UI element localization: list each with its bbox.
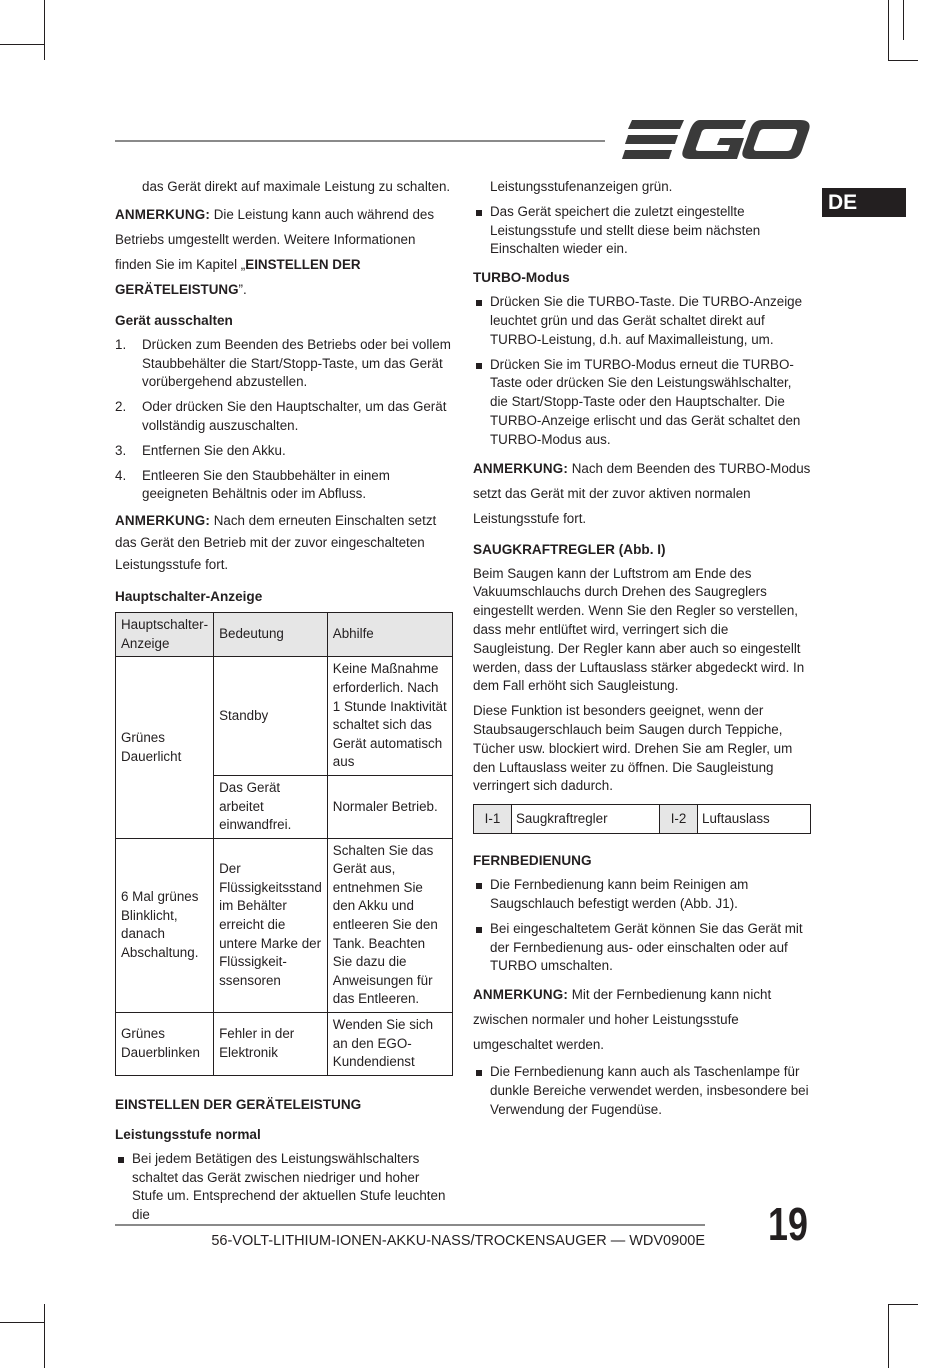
- footer-text: 56-VOLT-LITHIUM-IONEN-AKKU-NASS/TROCKENSAUGER — WDV0900E: [211, 1233, 705, 1249]
- figure-reference-table: [473, 804, 811, 834]
- left-column: [115, 178, 453, 1231]
- ego-logo: [622, 118, 810, 162]
- note-resume: ANMERKUNG: Nach dem erneuten Einschalten setzt das Gerät den Betrieb mit der zuvor eingeschalteten Leistungsstufe fort.: [115, 513, 437, 573]
- crop-mark: [903, 0, 904, 40]
- list-item: Bei eingeschaltetem Gerät können Sie das Gerät mit der Fernbedienung aus- oder einschalten oder auf TURBO umschalten.: [473, 920, 811, 976]
- note-label: ANMERKUNG:: [115, 206, 210, 222]
- crop-mark: [888, 1304, 889, 1368]
- section-title-turbo: TURBO-Modus: [473, 270, 570, 286]
- table-row: 6 Mal grünes Blinklicht, danach Abschaltung. Der Flüssigkeitsstand im Behälter erreicht die untere Marke der Flüssigkeit-ssensoren Schalten Sie das Gerät aus, entnehmen Sie den Akku und entleeren Sie den Tank. Beachten Sie dazu die Anweisungen für das Entleeren.: [116, 838, 453, 1012]
- footer-rule: [115, 1224, 705, 1226]
- suction-paragraph-2: Diese Funktion ist besonders geeignet, wenn der Staubsaugerschlauch beim Saugen durch Teppiche, Tücher usw. blockiert wird. Drehen Sie am Regler, um den Luftauslass weiter zu öffnen. Die Saugleistung verringert sich dadurch.: [473, 703, 793, 794]
- step-item: 2. Oder drücken Sie den Hauptschalter, um das Gerät vollständig auszuschalten.: [115, 399, 447, 433]
- flashlight-list: [473, 1063, 811, 1119]
- memory-list: [473, 203, 811, 259]
- section-title-normal-level: Leistungsstufe normal: [115, 1126, 261, 1142]
- list-item: Bei jedem Betätigen des Leistungswählschalters schaltet das Gerät zwischen niedriger und hoher Stufe um. Entsprechend der aktuellen Stufe leuchten die: [115, 1150, 453, 1225]
- section-title-indicator: Hauptschalter-Anzeige: [115, 589, 263, 605]
- crop-mark: [0, 1322, 44, 1323]
- note-turbo-end: ANMERKUNG: Nach dem Beenden des TURBO-Modus setzt das Gerät mit der zuvor aktiven normalen Leistungsstufe fort.: [473, 460, 811, 526]
- table-header-row: Hauptschalter-Anzeige Bedeutung Abhilfe: [116, 613, 453, 657]
- step-item: 3. Entfernen Sie den Akku.: [115, 442, 286, 458]
- list-item: Drücken Sie die TURBO-Taste. Die TURBO-Anzeige leuchtet grün und das Gerät schaltet direkt auf TURBO-Leistung, d.h. auf Maximalleistung, um.: [473, 293, 811, 349]
- step-item: 1. Drücken zum Beenden des Betriebs oder bei vollem Staubbehälter die Start/Stopp-Taste, um das Gerät vorübergehend abzustellen.: [115, 336, 451, 390]
- suction-paragraph-1: Beim Saugen kann der Luftstrom am Ende des Vakuumschlauchs durch Drehen des Saugreglers eingestellt werden. Wenn Sie den Regler so verstellen, dass mehr entlüftet wird, verringert sich die Saugleistung. Der Regler kann aber auch so eingestellt werden, dass der Luftauslass stärker abgedeckt wird. In dem Fall erhöht sich Saugleistung.: [473, 565, 805, 694]
- normal-level-list: [115, 1150, 453, 1225]
- crop-mark: [44, 0, 45, 60]
- table-row: I-1 Saugkraftregler I-2 Luftauslass: [474, 805, 811, 834]
- table-row: Grünes Dauerlicht Standby Keine Maßnahme erforderlich. Nach 1 Stunde Inaktivität schaltet sich das Gerät automatisch aus: [116, 657, 453, 776]
- step-item: 4. Entleeren Sie den Staubbehälter in einem geeigneten Behältnis oder im Abfluss.: [115, 467, 390, 502]
- header-rule: [115, 140, 605, 142]
- continued-text: Leistungsstufenanzeigen grün.: [490, 179, 673, 194]
- list-item: Das Gerät speichert die zuletzt eingestellte Leistungsstufe und stellt diese beim nächsten Einschalten wieder ein.: [473, 203, 811, 259]
- language-tab: DE: [822, 188, 906, 217]
- right-column: [473, 178, 811, 1126]
- section-title-remote: FERNBEDIENUNG: [473, 853, 592, 869]
- crop-mark: [0, 44, 44, 45]
- list-item: Die Fernbedienung kann auch als Taschenlampe für dunkle Bereiche verwendet werden, insbesondere bei Verwendung der Fugendüse.: [473, 1063, 811, 1119]
- list-item: Die Fernbedienung kann beim Reinigen am Saugschlauch befestigt werden (Abb. J1).: [473, 876, 811, 914]
- table-row: Grünes Dauerblinken Fehler in der Elektronik Wenden Sie sich an den EGO-Kundendienst: [116, 1013, 453, 1076]
- section-title-suction: SAUGKRAFTREGLER (Abb. I): [473, 541, 666, 557]
- list-item: Drücken Sie im TURBO-Modus erneut die TURBO-Taste oder drücken Sie den Leistungswählschalter, die Start/Stopp-Taste oder den Hauptschalter. Die TURBO-Anzeige erlischt und das Gerät schaltet den TURBO-Modus aus.: [473, 356, 811, 450]
- crop-mark: [888, 1304, 918, 1305]
- note-remote: ANMERKUNG: Mit der Fernbedienung kann nicht zwischen normaler und hoher Leistungsstufe umgeschaltet werden.: [473, 987, 772, 1053]
- remote-list: [473, 876, 811, 976]
- section-title-settings: EINSTELLEN DER GERÄTELEISTUNG: [115, 1096, 362, 1112]
- indicator-table: [115, 612, 453, 1076]
- table-row: Das Gerät arbeitet einwandfrei. Normaler Betrieb.: [116, 775, 453, 838]
- switch-off-steps: [115, 336, 453, 504]
- intro-text: das Gerät direkt auf maximale Leistung zu schalten.: [142, 179, 451, 194]
- section-title-switch-off: Gerät ausschalten: [115, 312, 233, 328]
- crop-mark: [888, 0, 889, 60]
- crop-mark: [44, 1304, 45, 1368]
- turbo-list: [473, 293, 811, 449]
- note-power-change: ANMERKUNG: Die Leistung kann auch während des Betriebs umgestellt werden. Weitere Informationen finden Sie im Kapitel „EINSTELLEN DER GERÄTELEISTUNG”.: [115, 206, 435, 297]
- crop-mark: [888, 60, 918, 61]
- page-number: 19: [768, 1198, 808, 1250]
